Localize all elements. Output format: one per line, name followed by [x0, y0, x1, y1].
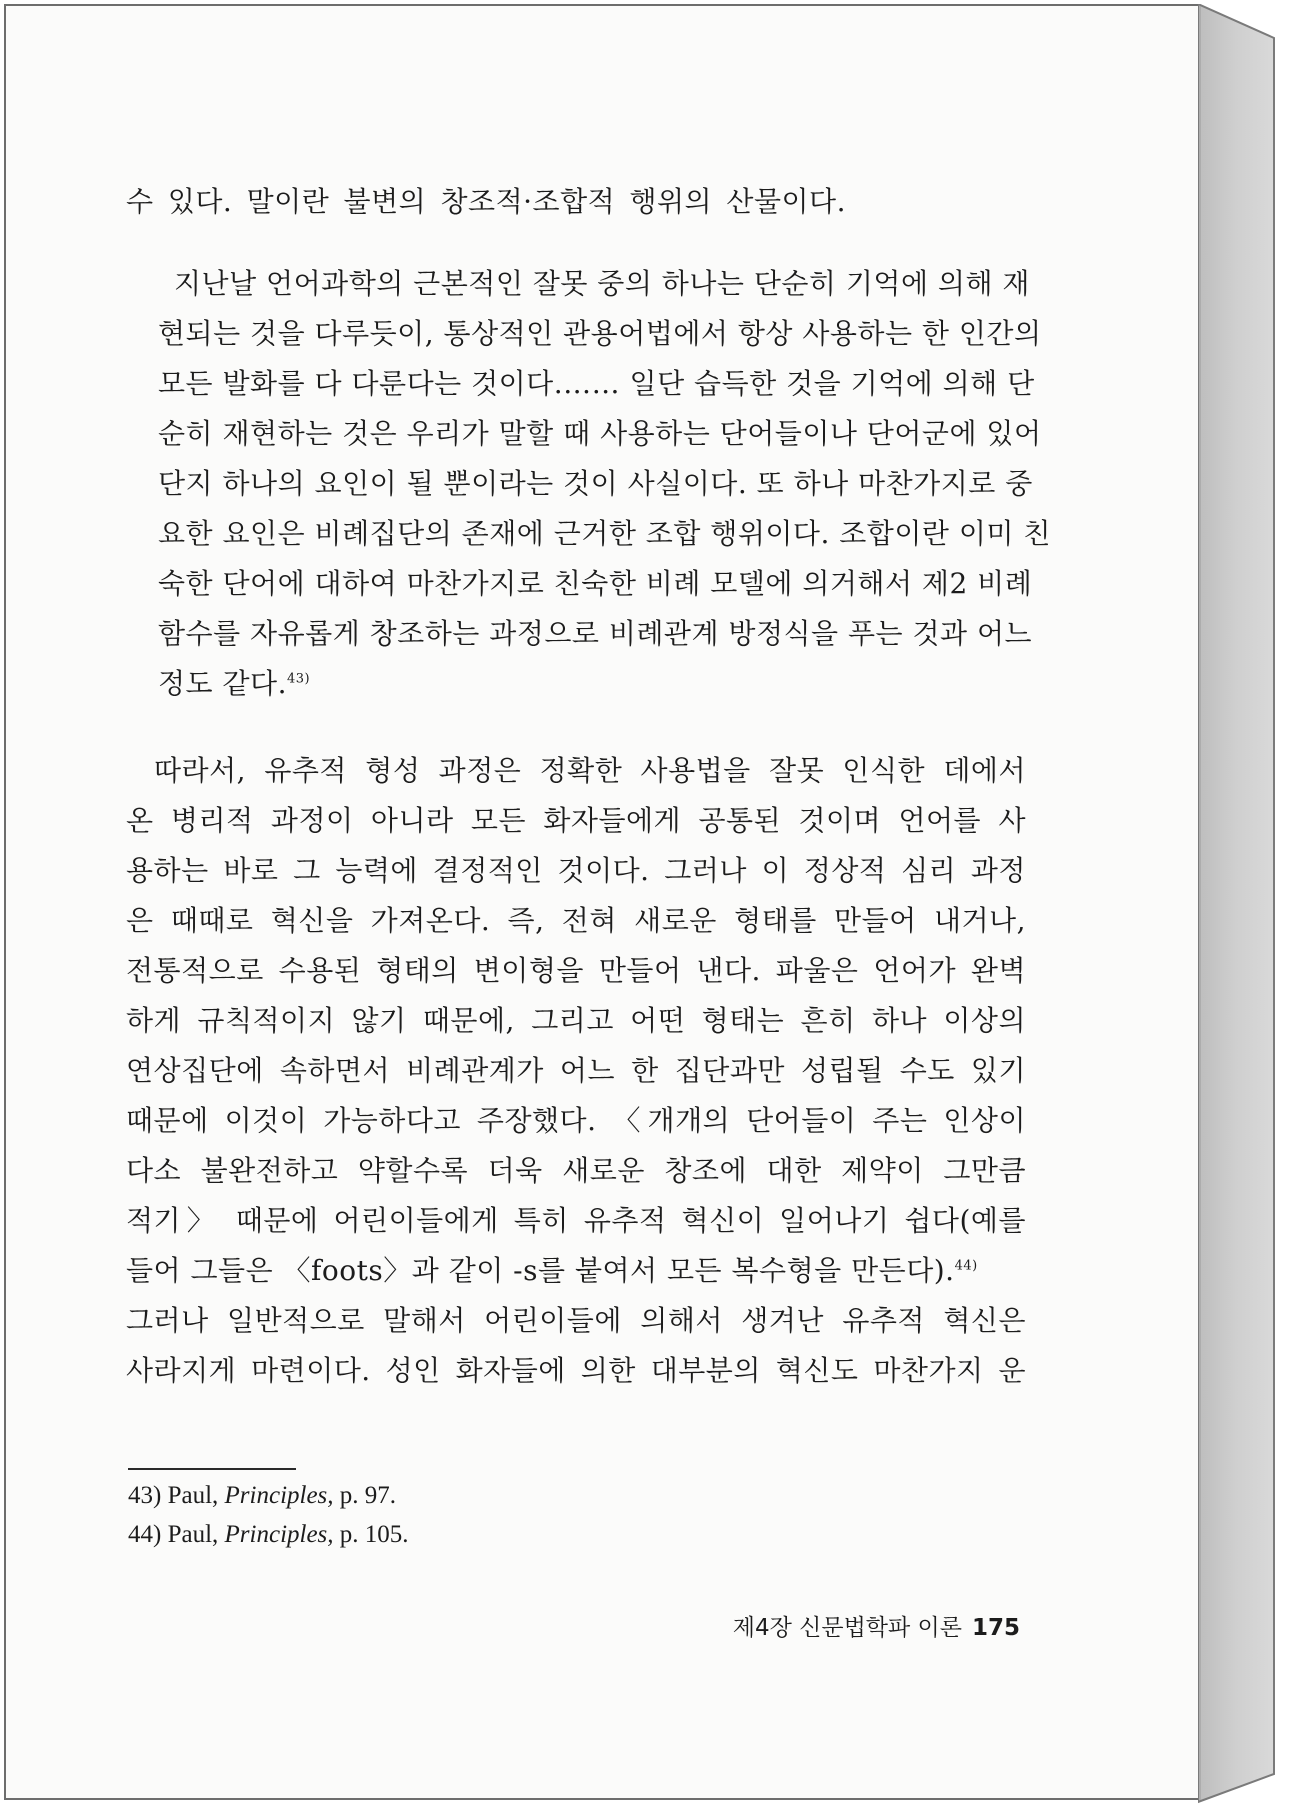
- footnote-author: Paul,: [167, 1482, 219, 1509]
- quote-line: 함수를 자유롭게 창조하는 과정으로 비례관계 방정식을 푸는 것과 어느: [158, 617, 1033, 650]
- quote-line: 순히 재현하는 것은 우리가 말할 때 사용하는 단어들이나 단어군에 있어: [158, 417, 1042, 450]
- book-edge-shape: [1198, 4, 1308, 1804]
- page-footer: [733, 1609, 1020, 1642]
- footnote-ref-44: 44): [954, 1258, 978, 1274]
- quote-line: 지난날 언어과학의 근본적인 잘못 중의 하나는 단순히 기억에 의해 재: [174, 267, 1030, 300]
- footnote-page: p. 97.: [339, 1482, 397, 1509]
- body-line: 다소 불완전하고 약할수록 더욱 새로운 창조에 대한 제약이 그만큼: [126, 1154, 1026, 1187]
- footnote-43: [128, 1482, 396, 1510]
- body-line: 연상집단에 속하면서 비례관계가 어느 한 집단과만 성립될 수도 있기: [126, 1054, 1026, 1087]
- quote-line: 숙한 단어에 대하여 마찬가지로 친숙한 비례 모델에 의거해서 제2 비례: [158, 567, 1033, 600]
- body-line: 은 때때로 혁신을 가져온다. 즉, 전혀 새로운 형태를 만들어 내거나,: [126, 904, 1026, 937]
- footnote-title: Principles,: [224, 1482, 334, 1509]
- footnote-44: [128, 1521, 409, 1549]
- body-line: 하게 규칙적이지 않기 때문에, 그리고 어떤 형태는 흔히 하나 이상의: [126, 1004, 1026, 1037]
- body-line: 적기〉 때문에 어린이들에게 특히 유추적 혁신이 일어나기 쉽다(예를: [126, 1204, 1026, 1237]
- text-line-opening: 수 있다. 말이란 불변의 창조적·조합적 행위의 산물이다.: [126, 185, 846, 218]
- body-line: 따라서, 유추적 형성 과정은 정확한 사용법을 잘못 인식한 데에서: [154, 754, 1026, 787]
- body-line-text: 들어 그들은 〈foots〉과 같이 -s를 붙여서 모든 복수형을 만든다).: [126, 1254, 955, 1287]
- quote-line-last: [158, 662, 1010, 702]
- body-line: 온 병리적 과정이 아니라 모든 화자들에게 공통된 것이며 언어를 사: [126, 804, 1026, 837]
- body-line: 그러나 일반적으로 말해서 어린이들에 의해서 생겨난 유추적 혁신은: [126, 1304, 1026, 1337]
- footnote-ref-43: 43): [287, 671, 311, 687]
- body-line: 사라지게 마련이다. 성인 화자들에 의한 대부분의 혁신도 마찬가지 운: [126, 1354, 1026, 1387]
- chapter-title: 제4장 신문법학파 이론: [732, 1615, 962, 1641]
- footnote-author: Paul,: [167, 1521, 219, 1548]
- footnote-number: 44): [128, 1521, 162, 1548]
- quote-line: 모든 발화를 다 다룬다는 것이다.…… 일단 습득한 것을 기억에 의해 단: [158, 367, 1035, 400]
- footnote-number: 43): [128, 1482, 162, 1509]
- quote-line: 단지 하나의 요인이 될 뿐이라는 것이 사실이다. 또 하나 마찬가지로 중: [158, 467, 1033, 500]
- body-line: 전통적으로 수용된 형태의 변이형을 만들어 낸다. 파울은 언어가 완벽: [126, 954, 1026, 987]
- book-page: [4, 4, 1200, 1800]
- page-number: 175: [971, 1615, 1020, 1641]
- quote-line: 요한 요인은 비례집단의 존재에 근거한 조합 행위이다. 조합이란 이미 친: [158, 517, 1051, 550]
- footnote-title: Principles,: [224, 1521, 334, 1548]
- body-line: 때문에 이것이 가능하다고 주장했다. 〈개개의 단어들이 주는 인상이: [126, 1104, 1026, 1137]
- footnote-divider: [128, 1468, 296, 1470]
- footnote-page: p. 105.: [339, 1521, 409, 1548]
- body-line-with-note: [126, 1249, 1026, 1289]
- body-line: 용하는 바로 그 능력에 결정적인 것이다. 그러나 이 정상적 심리 과정: [126, 854, 1026, 887]
- quote-line: 현되는 것을 다루듯이, 통상적인 관용어법에서 항상 사용하는 한 인간의: [158, 317, 1042, 350]
- quote-line-text: 정도 같다.: [158, 667, 287, 700]
